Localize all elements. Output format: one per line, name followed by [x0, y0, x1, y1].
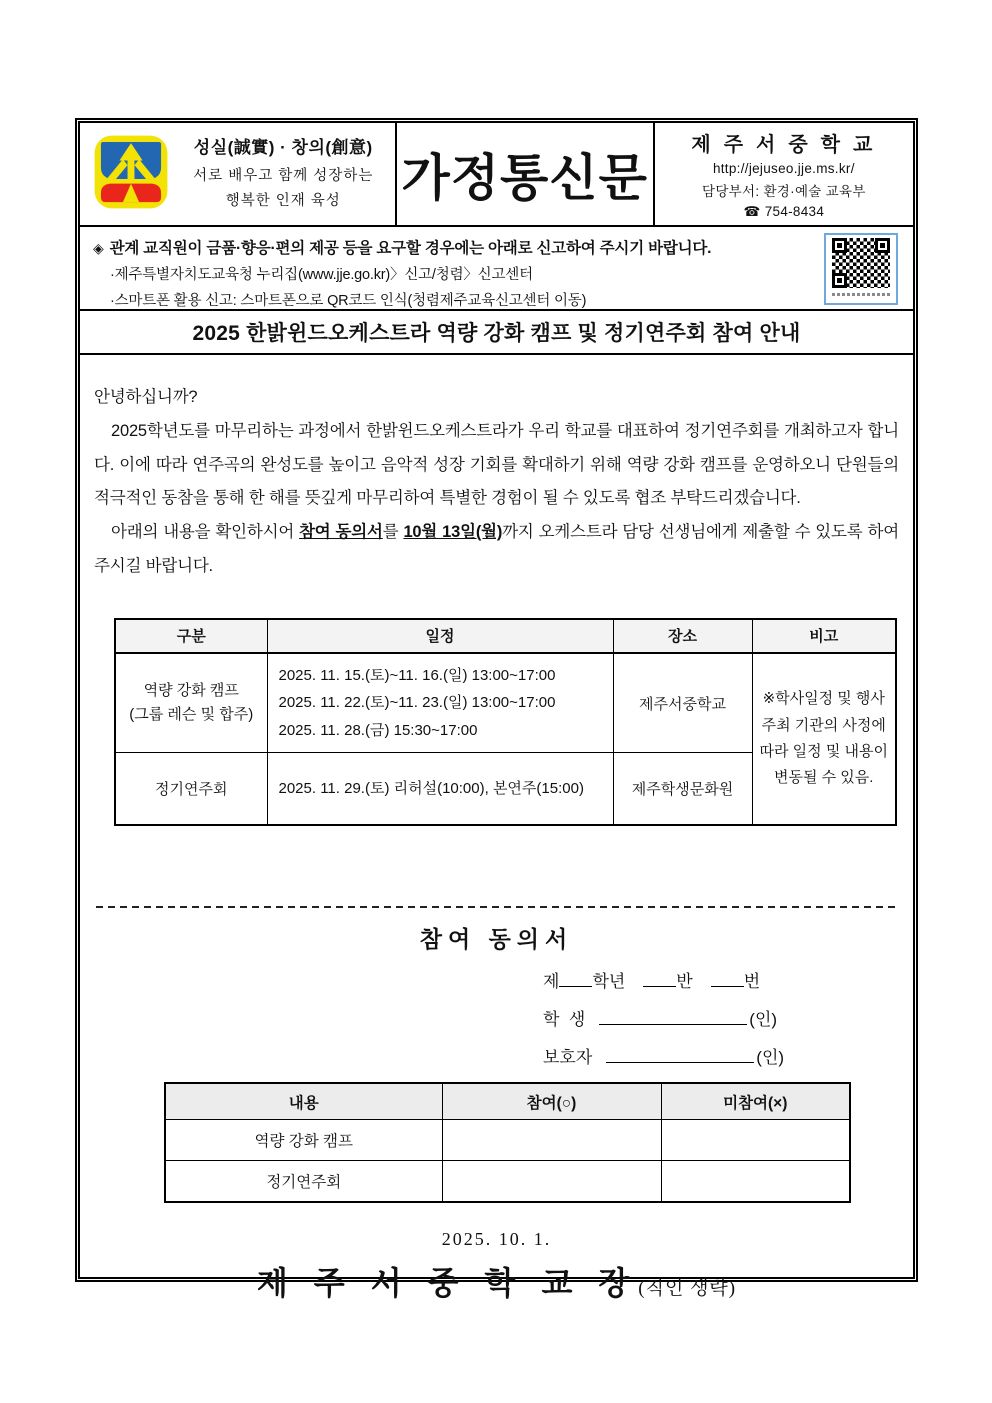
concert-join-cell — [442, 1161, 661, 1202]
seal-omitted-note: (직인 생략) — [638, 1277, 737, 1299]
camp-dates-cell — [267, 653, 613, 753]
submission-text-1: 아래의 내용을 확인하시어 — [111, 523, 300, 542]
report-notice-line-1 — [93, 236, 813, 258]
school-motto — [180, 135, 387, 212]
student-sign-line — [543, 1005, 843, 1030]
consent-col-join: 참여(○) — [442, 1083, 661, 1120]
camp-date-3: 2025. 11. 28.(금) 15:30~17:00 — [278, 722, 478, 739]
class-blank-field — [643, 968, 676, 987]
principal-name: 제 주 서 중 학 교 장 — [256, 1264, 639, 1301]
school-phone: ☎ 754-8434 — [743, 204, 825, 219]
table-row — [165, 1161, 850, 1202]
schedule-col-place: 장소 — [613, 619, 752, 653]
motto-line-1: 서로 배우고 함께 성장하는 — [193, 167, 374, 184]
consent-header-row — [165, 1083, 850, 1120]
letterhead-right-cell — [655, 123, 913, 225]
consent-col-content: 내용 — [165, 1083, 442, 1120]
concert-dates-cell: 2025. 11. 29.(토) 리허설(10:00), 본연주(15:00) — [267, 753, 613, 825]
table-row — [115, 653, 896, 753]
guardian-seal-label: (인) — [756, 1047, 785, 1067]
concert-category-cell: 정기연주회 — [115, 753, 267, 825]
consent-item-camp: 역량 강화 캠프 — [165, 1120, 442, 1161]
school-url: http://jejuseo.jje.ms.kr/ — [712, 161, 855, 176]
report-notice-section — [80, 227, 913, 311]
principal-signature — [94, 1258, 899, 1304]
deadline-emphasis: 10월 13일(월) — [403, 523, 503, 542]
report-notice-text-1: 관계 교직원이 금품·향응·편의 제공 등을 요구할 경우에는 아래로 신고하여 주시기 바랍니다. — [109, 240, 712, 257]
school-emblem-icon — [94, 135, 168, 214]
greeting-paragraph: 안녕하십니까? — [94, 388, 198, 406]
qr-finder-icon — [875, 238, 890, 253]
issue-date: 2025. 10. 1. — [441, 1228, 552, 1249]
signature-block — [543, 967, 843, 1068]
consent-form-title: 참여 동의서 — [419, 925, 574, 952]
newsletter-document — [75, 118, 918, 1301]
guardian-signature-field — [606, 1044, 754, 1063]
submission-text-3: 까지 오케스트라 담당 선생님에게 제출할 수 있도록 하여주시길 바랍니다. — [94, 523, 899, 576]
submission-paragraph — [94, 516, 899, 584]
qr-code-icon — [824, 233, 898, 305]
concert-place-cell: 제주학생문화원 — [613, 753, 752, 825]
letterhead-center-cell — [397, 123, 655, 225]
student-label: 학 생 — [543, 1009, 586, 1029]
qr-finder-icon — [832, 238, 847, 253]
guardian-label: 보호자 — [543, 1047, 593, 1067]
number-blank-field — [711, 968, 744, 987]
table-row — [165, 1120, 850, 1161]
schedule-remark-cell: ※학사일정 및 행사 주최 기관의 사정에 따라 일정 및 내용이 변동될 수 있음. — [752, 653, 896, 825]
schedule-header-row — [115, 619, 896, 653]
school-name: 제 주 서 중 학 교 — [691, 134, 877, 156]
schedule-table — [114, 618, 897, 826]
qr-caption — [832, 293, 890, 296]
grade-label: 학년 — [592, 971, 626, 991]
camp-not-join-cell — [661, 1120, 850, 1161]
consent-item-concert: 정기연주회 — [165, 1161, 442, 1202]
grade-blank-field — [559, 968, 592, 987]
notice-title: 2025 한밝윈드오케스트라 역량 강화 캠프 및 정기연주회 참여 안내 — [80, 311, 913, 355]
letterhead — [80, 123, 913, 227]
camp-date-1: 2025. 11. 15.(토)~11. 16.(일) 13:00~17:00 — [278, 666, 556, 684]
letterhead-left-cell — [80, 123, 397, 225]
report-notice-line-3: ·스마트폰 활용 신고: 스마트폰으로 QR코드 인식(청렴제주교육신고센터 이동) — [110, 293, 587, 309]
camp-category-line-2: (그룹 레슨 및 합주) — [129, 706, 254, 724]
student-signature-field — [599, 1006, 747, 1025]
school-department: 담당부서: 환경·예술 교육부 — [702, 184, 866, 199]
intro-paragraph: 2025학년도를 마무리하는 과정에서 한밝윈드오케스트라가 우리 학교를 대표하여 정기연주회를 개최하고자 합니다. 이에 따라 연주곡의 완성도를 높이고 음악적 성장 기회를 확대하기 위해 역량 강화 캠프를 운영하오니 단원들의 적극적인 동참을 통해 한 해를 뜻깊게 마무리하여 특별한 경험이 될 수 있도록 협조 부탁드리겠습니다. — [94, 421, 899, 508]
qr-finder-icon — [832, 273, 847, 288]
motto-line-2: 행복한 인재 육성 — [225, 193, 341, 210]
cut-line-divider — [96, 906, 897, 908]
diamond-icon: ◈ — [93, 240, 104, 256]
schedule-col-remark: 비고 — [752, 619, 896, 653]
schedule-col-category: 구분 — [115, 619, 267, 653]
grade-class-number-line — [543, 967, 843, 992]
motto-title: 성실(誠實) · 창의(創意) — [193, 138, 373, 158]
qr-pattern — [832, 238, 890, 288]
camp-join-cell — [442, 1120, 661, 1161]
newsletter-type-title: 가정통신문 — [401, 150, 648, 206]
schedule-col-dates: 일정 — [267, 619, 613, 653]
consent-table — [164, 1082, 851, 1203]
camp-category-cell — [115, 653, 267, 753]
guardian-sign-line — [543, 1043, 843, 1068]
notice-body — [80, 381, 913, 1300]
class-label: 반 — [676, 971, 693, 991]
camp-category-line-1: 역량 강화 캠프 — [143, 682, 239, 700]
concert-not-join-cell — [661, 1161, 850, 1202]
grade-prefix-label: 제 — [543, 971, 560, 991]
consent-col-not-join: 미참여(×) — [661, 1083, 850, 1120]
submission-text-2: 를 — [382, 523, 404, 542]
report-notice-line-2: ·제주특별자치도교육청 누리집(www.jje.go.kr)〉신고/청렴〉신고센터 — [110, 267, 533, 283]
number-label: 번 — [743, 971, 761, 991]
camp-date-2: 2025. 11. 22.(토)~11. 23.(일) 13:00~17:00 — [278, 694, 556, 712]
student-seal-label: (인) — [749, 1009, 778, 1029]
camp-place-cell: 제주서중학교 — [613, 653, 752, 753]
consent-form-emphasis: 참여 동의서 — [299, 523, 383, 542]
